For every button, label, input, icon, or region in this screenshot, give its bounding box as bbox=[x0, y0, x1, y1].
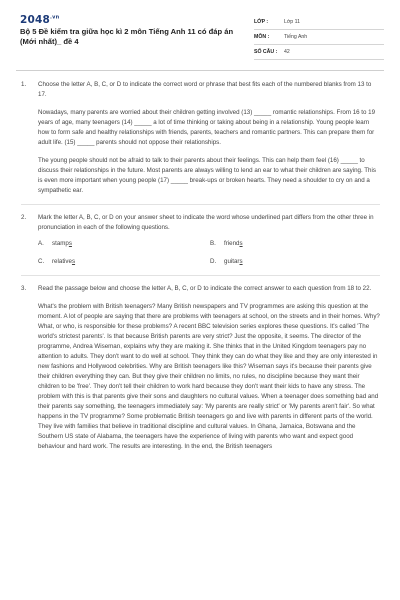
passage-paragraph: The young people should not be afraid to talk to their parents about their feelings. This can help them feel (16) _____ to discuss their relationships in the future. Most parents are always willing to lend an ear to what their children are saying. This is even more important when young people (17) _____ break-ups or broken hearts. They need a shoulder to cry on and a sympathetic ear. bbox=[38, 157, 376, 194]
document-meta bbox=[254, 15, 384, 60]
question-separator bbox=[21, 204, 380, 205]
option-underlined-part: s bbox=[239, 240, 243, 247]
option-letter: D. bbox=[210, 258, 217, 265]
logo-suffix: .vn bbox=[50, 14, 60, 21]
question-instruction: Choose the letter A, B, C, or D to indicate the correct word or phrase that best fits each of the numbered blanks from 13 to 17. bbox=[38, 81, 372, 98]
meta-key: MÔN : bbox=[254, 34, 270, 40]
meta-row-class bbox=[254, 15, 384, 30]
logo-text: 2048 bbox=[20, 14, 51, 26]
meta-row-count bbox=[254, 45, 384, 60]
meta-value: Tiếng Anh bbox=[284, 34, 308, 40]
option-letter: B. bbox=[210, 240, 216, 247]
passage-paragraph: Nowadays, many parents are worried about their children getting involved (13) _____ romantic relationships. From 16 to 19 years of age, many teenagers (14) _____ a lot of time thinking or taking about being in a relationship. Young people learn how to form safe and healthy relationships with friends, parents, teachers and romantic partners. This can prepare them for adult life. (15) _____ parents should not oppose their relationships. bbox=[38, 109, 376, 146]
meta-value: 42 bbox=[284, 49, 290, 55]
question-number: 1. bbox=[21, 81, 27, 88]
question-1 bbox=[21, 80, 380, 196]
option-word: stamp bbox=[52, 240, 69, 247]
option-word: relative bbox=[52, 258, 72, 265]
question-2 bbox=[21, 213, 380, 267]
question-instruction: Mark the letter A, B, C, or D on your answer sheet to indicate the word whose underlined part differs from the other three in pronunciation in each of the following questions. bbox=[38, 214, 374, 231]
option-letter: A. bbox=[38, 240, 44, 247]
document-title: Bộ 5 Đề kiểm tra giữa học kì 2 môn Tiếng Anh 11 có đáp án (Mới nhất)_ đề 4 bbox=[20, 27, 234, 46]
option-word: friend bbox=[224, 240, 240, 247]
option-word: guitar bbox=[224, 258, 240, 265]
option-underlined-part: s bbox=[239, 258, 243, 265]
header-divider bbox=[16, 70, 384, 71]
meta-key: SỐ CÂU : bbox=[254, 49, 278, 55]
option-c[interactable] bbox=[38, 257, 210, 267]
page-header bbox=[0, 0, 400, 62]
question-instruction: Read the passage below and choose the letter A, B, C, or D to indicate the correct answer to each question from 18 to 22. bbox=[38, 285, 372, 292]
option-underlined-part: s bbox=[68, 240, 72, 247]
meta-key: LỚP : bbox=[254, 19, 269, 25]
question-number: 3. bbox=[21, 285, 27, 292]
option-letter: C. bbox=[38, 258, 45, 265]
site-logo[interactable] bbox=[20, 14, 59, 26]
meta-value: Lớp 11 bbox=[284, 19, 300, 25]
option-b[interactable] bbox=[210, 239, 382, 249]
question-3 bbox=[21, 284, 380, 452]
option-d[interactable] bbox=[210, 257, 382, 267]
question-number: 2. bbox=[21, 214, 27, 221]
meta-row-subject bbox=[254, 30, 384, 45]
question-separator bbox=[21, 275, 380, 276]
option-a[interactable] bbox=[38, 239, 210, 249]
passage-paragraph: What's the problem with British teenagers? Many British newspapers and TV programmes are asking this question at the moment. A lot of people are saying that there are problems with teenagers at school, on the streets and in their homes. Why? What, or who, is responsible for these problems? A recent BBC television series explores these questions. It's called 'The world's strictest parents'. Is that because British parents are very strict? Just the opposite, it seems. The director of the programme, Andrea Wiseman, explains why they are making it. She thinks that in the United Kingdom teenagers pay no attention to adults. They don't want to do well at school. They think they can do what they like and they are only interested in new fashions and Hollywood celebrities. Why are British teenagers like this? Wiseman says it's because their parents give their children everything they can. But they give their children no limits, no rules, no discipline because they want their children to be 'free'. They don't tell their children to work hard because they don't want their kids to have any stress. The problem with this is that parents give their sons and daughters no cultural values. When a teenager does something bad and their parents say something, the teenagers immediately say: 'My parents are really strict' or 'My parents aren't fair'. So what happens in the TV programme? Some problematic British teenagers go and live with parents in different parts of the world. They live with families that believe in traditional discipline and cultural values. In Ghana, Jamaica, Botswana and the Southern US state of Alabama, the teenagers have the experience of living with parents who want and expect good behaviour and hard work. The results are interesting. In the end, the British teenagers bbox=[38, 303, 380, 450]
question-list bbox=[21, 80, 380, 452]
option-underlined-part: s bbox=[71, 258, 76, 265]
answer-options bbox=[38, 239, 380, 267]
